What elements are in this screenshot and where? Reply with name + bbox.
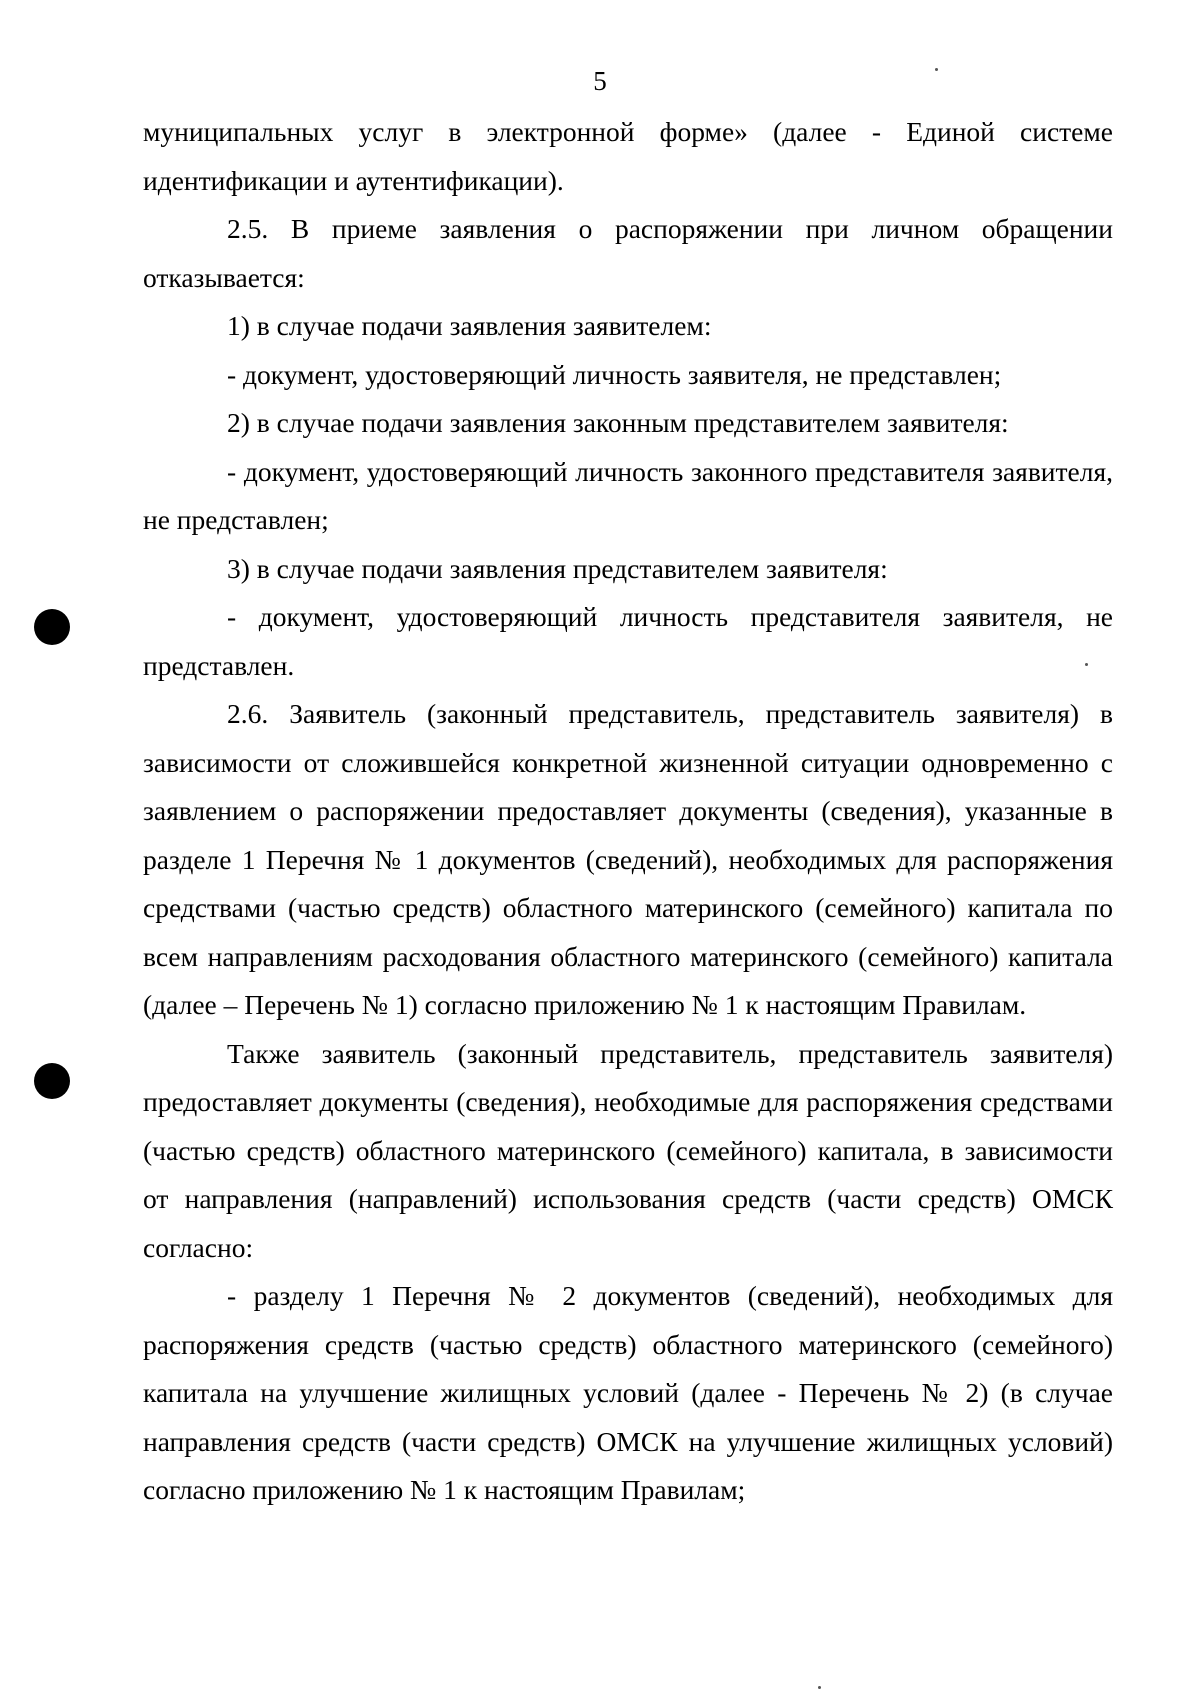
paragraph: 3) в случае подачи заявления представителем заявителя: [227, 552, 888, 584]
paragraph: - документ, удостоверяющий личность представителя заявителя, не представлен. [143, 601, 1113, 681]
paragraph: 2) в случае подачи заявления законным представителем заявителя: [227, 407, 1009, 438]
punch-hole [34, 1063, 70, 1099]
paragraph: 1) в случае подачи заявления заявителем: [227, 310, 712, 341]
paragraph: - разделу 1 Перечня № 2 документов (сведений), необходимых для распоряжения средств (частью средств) областного материнского (семейного) капитала на улучшение жилищных условий (далее - Перечень № 2) (в случае направления средств (части средств) ОМСК на улучшение жилищных условий) согласно приложению № 1 к настоящим Правилам; [143, 1280, 1113, 1505]
scan-speck [818, 1686, 821, 1689]
paragraph: муниципальных услуг в электронной форме» (далее - Единой системе идентификации и аутентификации). [143, 116, 1113, 196]
paragraph: - документ, удостоверяющий личность законного представителя заявителя, не представлен; [143, 455, 1113, 535]
paragraph: 2.6. Заявитель (законный представитель, представитель заявителя) в зависимости от сложившейся конкретной жизненной ситуации одновременно с заявлением о распоряжении предоставляет документы (сведения), указанные в разделе 1 Перечня № 1 документов (сведений), необходимых для распоряжения средствами (частью средств) областного материнского (семейного) капитала по всем направлениям расходования областного материнского (семейного) капитала (далее – Перечень № 1) согласно приложению № 1 к настоящим Правилам. [143, 698, 1113, 1020]
paragraph: - документ, удостоверяющий личность заявителя, не представлен; [227, 358, 1002, 390]
scan-speck [935, 68, 938, 71]
page-number: 5 [593, 66, 607, 96]
paragraph: 2.5. В приеме заявления о распоряжении при личном обращении отказывается: [143, 213, 1113, 293]
paragraph: Также заявитель (законный представитель, представитель заявителя) предоставляет документы (сведения), необходимые для распоряжения средствами (частью средств) областного материнского (семейного) капитала, в зависимости от направления (направлений) использования средств (части средств) ОМСК согласно: [143, 1037, 1113, 1263]
punch-hole [34, 609, 70, 645]
document-body [143, 108, 1113, 1515]
scan-speck [1085, 663, 1088, 666]
